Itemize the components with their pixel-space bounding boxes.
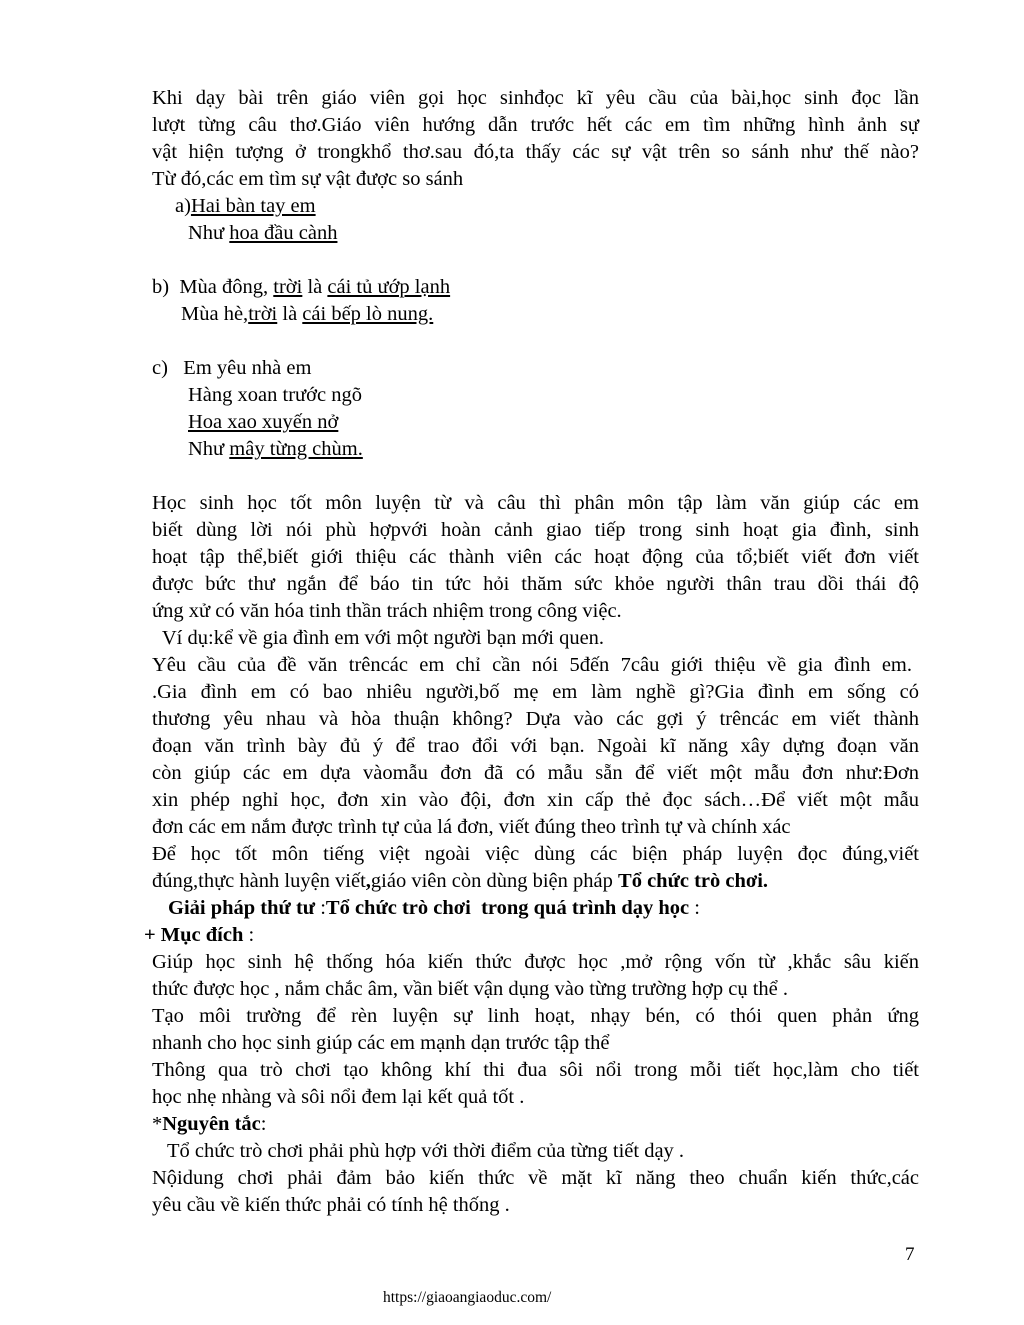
example-c-line1: c) Em yêu nhà em — [152, 357, 312, 379]
para-line: Để học tốt môn tiếng việt ngoài việc dùng các biện pháp luyện đọc đúng,viết — [152, 843, 919, 865]
para-line: đoạn văn trình bày đủ ý để trao đổi với bạn. Ngoài kĩ năng xây dựng đoạn văn — [152, 735, 919, 757]
example-c-line3: Hoa xao xuyến nở — [188, 411, 339, 433]
purpose-line: Tạo môi trường để rèn luyện sự linh hoạt, nhạy bén, có thói quen phản ứng — [152, 1005, 919, 1027]
intro-line: Khi dạy bài trên giáo viên gọi học sinhđọc kĩ yêu cầu của bài,học sinh đọc lần — [152, 87, 919, 109]
para-line: đơn các em nắm được trình tự của lá đơn, viết đúng theo trình tự và chính xác — [152, 816, 791, 838]
principle-heading: *Nguyên tắc: — [152, 1113, 267, 1135]
para-line: hoạt tập thể,biết giới thiệu các thành viên các hoạt động của tổ;biết viết đơn viết — [152, 546, 919, 568]
example-a-line2: Như hoa đầu cành — [188, 222, 338, 244]
purpose-line: Giúp học sinh hệ thống hóa kiến thức được học ,mở rộng vốn từ ,khắc sâu kiến — [152, 951, 919, 973]
para-line: ứng xử có văn hóa tinh thần trách nhiệm trong công việc. — [152, 600, 622, 622]
purpose-line: nhanh cho học sinh giúp các em mạnh dạn trước tập thể — [152, 1032, 610, 1054]
para-line: xin phép nghỉ học, đơn xin vào đội, đơn xin cấp thẻ đọc sách…Để viết một mẫu — [152, 789, 919, 811]
principle-line: yêu cầu về kiến thức phải có tính hệ thống . — [152, 1194, 510, 1216]
para-line: .Gia đình em có bao nhiêu người,bố mẹ em làm nghề gì?Gia đình em sống có — [152, 681, 919, 703]
para-line: còn giúp các em dựa vàomẫu đơn đã có mẫu sẵn để viết một mẫu đơn như:Đơn — [152, 762, 919, 784]
para-line: biết dùng lời nói phù hợpvới hoàn cảnh giao tiếp trong sinh hoạt gia đình, sinh — [152, 519, 919, 541]
para-line: Học sinh học tốt môn luyện từ và câu thì phân môn tập làm văn giúp các em — [152, 492, 919, 514]
purpose-line: Thông qua trò chơi tạo không khí thi đua sôi nổi trong mỗi tiết học,làm cho tiết — [152, 1059, 919, 1081]
para-line-last: đúng,thực hành luyện viết,giáo viên còn dùng biện pháp Tổ chức trò chơi. — [152, 870, 769, 892]
purpose-heading: + Mục đích : — [144, 924, 255, 946]
example-a-line1: a)Hai bàn tay em — [175, 195, 316, 217]
intro-line: lượt từng câu thơ.Giáo viên hướng dẫn trước hết các em tìm những hình ảnh sự — [152, 114, 919, 136]
solution-heading: Giải pháp thứ tư :Tổ chức trò chơi trong quá trình dạy học : — [168, 897, 700, 919]
principle-line: Tổ chức trò chơi phải phù hợp với thời điểm của từng tiết dạy . — [152, 1140, 685, 1162]
purpose-line: học nhẹ nhàng và sôi nổi đem lại kết quả tốt . — [152, 1086, 525, 1108]
example-b-line2: Mùa hè,trời là cái bếp lò nung. — [181, 303, 434, 325]
para-line: Yêu cầu của đề văn trêncác em chỉ cần nói 5đến 7câu giới thiệu về gia đình em. — [152, 654, 912, 676]
page-number: 7 — [905, 1244, 915, 1265]
footer-url[interactable]: https://giaoangiaoduc.com/ — [383, 1289, 552, 1306]
para-line: Ví dụ:kể về gia đình em với một người bạn mới quen. — [152, 627, 605, 649]
para-line: được bức thư ngắn để báo tin tức hỏi thăm sức khỏe người thân trau dồi thái độ — [152, 573, 919, 595]
example-c-line2: Hàng xoan trước ngõ — [188, 384, 362, 406]
example-c-line4: Như mây từng chùm. — [188, 438, 363, 460]
purpose-line: thức được học , nắm chắc âm, vần biết vận dụng vào từng trường hợp cụ thể . — [152, 978, 788, 1000]
para-line: thương yêu nhau và hòa thuận không? Dựa vào các gợi ý trêncác em viết thành — [152, 708, 919, 730]
principle-line: Nộidung chơi phải đảm bảo kiến thức về mặt kĩ năng theo chuẩn kiến thức,các — [152, 1167, 919, 1189]
intro-line: vật hiện tượng ở trongkhổ thơ.sau đó,ta thấy các sự vật trên so sánh như thế nào? — [152, 141, 919, 163]
intro-line: Từ đó,các em tìm sự vật được so sánh — [152, 168, 464, 190]
example-b-line1: b) Mùa đông, trời là cái tủ ướp lạnh — [152, 276, 451, 298]
